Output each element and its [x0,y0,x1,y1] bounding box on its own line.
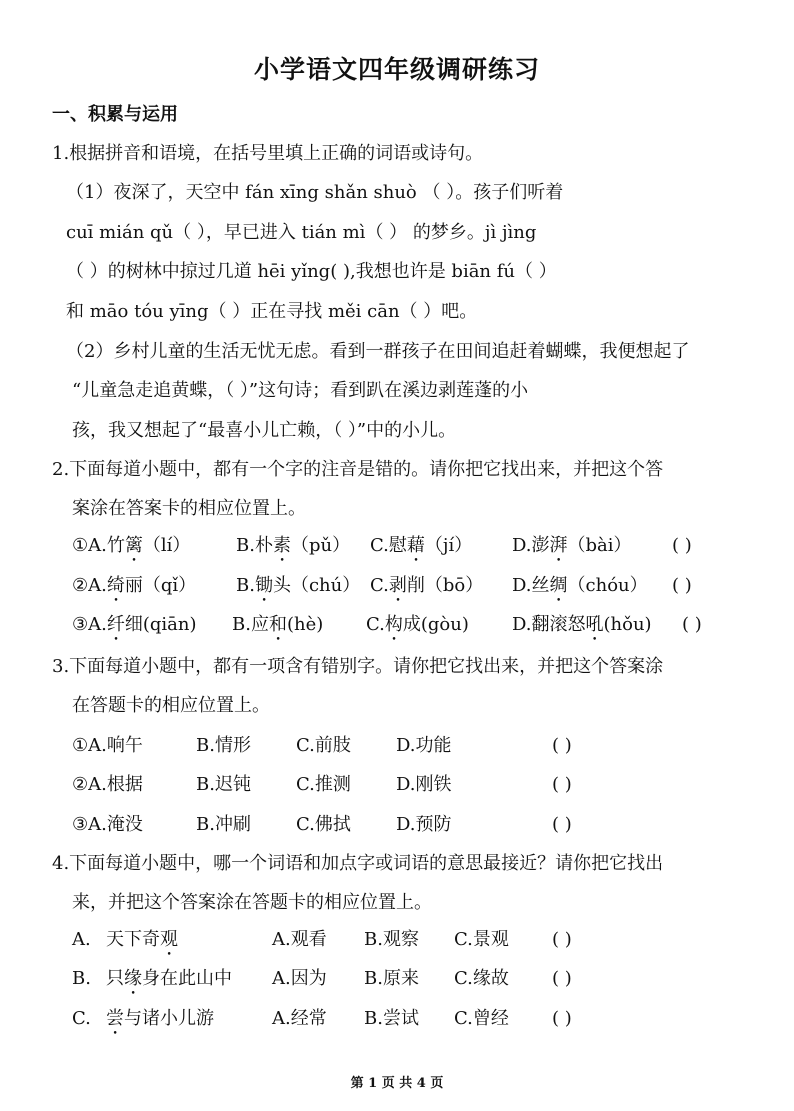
answer-blank[interactable]: ( ) [552,968,572,989]
answer-blank[interactable]: ( ) [682,614,702,635]
answer-blank[interactable]: ( ) [672,575,692,596]
q1-p1-line4: 和 māo tóu yīng（ ）正在寻找 měi cān（ ）吧。 [66,301,478,322]
q4-item-phrase: 尝与诸小儿游 [106,1008,214,1029]
q3-option-c: C.前肢 [296,735,351,756]
q3-option-b: B.迟钝 [196,774,251,795]
q3-option-d: D.功能 [396,735,452,756]
q2-option-c: C.慰藉（jí） [370,535,473,556]
q4-option-c: C.缘故 [454,968,509,989]
q1-p2-line2: “儿童急走追黄蝶，（ ）”这句诗；看到趴在溪边剥莲蓬的小 [72,380,529,401]
q4-item-phrase: 只缘身在此山中 [106,968,232,989]
q4-option-c: C.曾经 [454,1008,509,1029]
q4-item-label: C. [72,1008,91,1029]
q4-stem-line1: 4.下面每道小题中，哪一个词语和加点字或词语的意思最接近？请你把它找出 [52,853,664,874]
q2-option-c: C.构成(gòu) [366,614,469,635]
q2-option-b: B.朴素（pǔ） [236,535,351,556]
q3-option-a: ③A.淹没 [72,814,143,835]
q3-stem-line1: 3.下面每道小题中，都有一项含有错别字。请你把它找出来，并把这个答案涂 [52,656,664,677]
q2-option-b: B.锄头（chú） [236,575,361,596]
q4-item-label: A. [72,929,91,950]
q2-option-a: ①A.竹篱（lí） [72,535,191,556]
q2-option-a: ②A.绮丽（qǐ） [72,575,197,596]
q1-p1-line2: cuī mián qǔ（ ），早已进入 tián mì（ ） 的梦乡。jì jìng [66,222,537,243]
q4-option-c: C.景观 [454,929,509,950]
q4-stem-line2: 来，并把这个答案涂在答题卡的相应位置上。 [72,892,432,913]
q3-stem-line2: 在答题卡的相应位置上。 [72,695,270,716]
answer-blank[interactable]: ( ) [552,735,572,756]
q3-option-c: C.推测 [296,774,351,795]
q2-option-d: D.翻滚怒吼(hǒu) [512,614,652,635]
answer-blank[interactable]: ( ) [552,814,572,835]
q2-option-a: ③A.纤细(qiān) [72,614,197,635]
q2-stem-line2: 案涂在答案卡的相应位置上。 [72,498,306,519]
q4-option-a: A.经常 [272,1008,327,1029]
q4-option-b: B.观察 [364,929,419,950]
q1-p2-line3: 孩，我又想起了“最喜小儿亡赖，（ ）”中的小儿。 [72,420,457,441]
q1-p1-line1: （1）夜深了，天空中 fán xīng shǎn shuò （ ）。孩子们听着 [66,182,564,203]
page-title: 小学语文四年级调研练习 [253,55,540,84]
q3-option-a: ②A.根据 [72,774,143,795]
q1-p1-line3: （ ）的树林中掠过几道 hēi yǐng( ),我想也许是 biān fú（ ） [66,261,557,282]
q1-stem: 1.根据拼音和语境，在括号里填上正确的词语或诗句。 [52,143,484,164]
q2-option-d: D.丝绸（chóu） [512,575,648,596]
q4-option-b: B.原来 [364,968,419,989]
q4-option-a: A.因为 [272,968,327,989]
q2-stem-line1: 2.下面每道小题中，都有一个字的注音是错的。请你把它找出来，并把这个答 [52,459,664,480]
q3-option-d: D.预防 [396,814,452,835]
answer-blank[interactable]: ( ) [552,1008,572,1029]
q3-option-c: C.佛拭 [296,814,351,835]
q3-option-d: D.刚铁 [396,774,452,795]
q3-option-a: ①A.响午 [72,735,143,756]
q4-option-b: B.尝试 [364,1008,419,1029]
answer-blank[interactable]: ( ) [672,535,692,556]
q2-option-c: C.剥削（bō） [370,575,484,596]
answer-blank[interactable]: ( ) [552,774,572,795]
q2-option-d: D.澎湃（bài） [512,535,632,556]
page-footer: 第 1 页 共 4 页 [350,1076,444,1091]
q4-option-a: A.观看 [272,929,327,950]
section-heading: 一、积累与运用 [52,104,178,125]
q3-option-b: B.冲刷 [196,814,251,835]
answer-blank[interactable]: ( ) [552,929,572,950]
q3-option-b: B.情形 [196,735,251,756]
q4-item-label: B. [72,968,91,989]
q4-item-phrase: 天下奇观 [106,929,178,950]
q2-option-b: B.应和(hè) [232,614,324,635]
q1-p2-line1: （2）乡村儿童的生活无忧无虑。看到一群孩子在田间追赶着蝴蝶，我便想起了 [66,341,690,362]
